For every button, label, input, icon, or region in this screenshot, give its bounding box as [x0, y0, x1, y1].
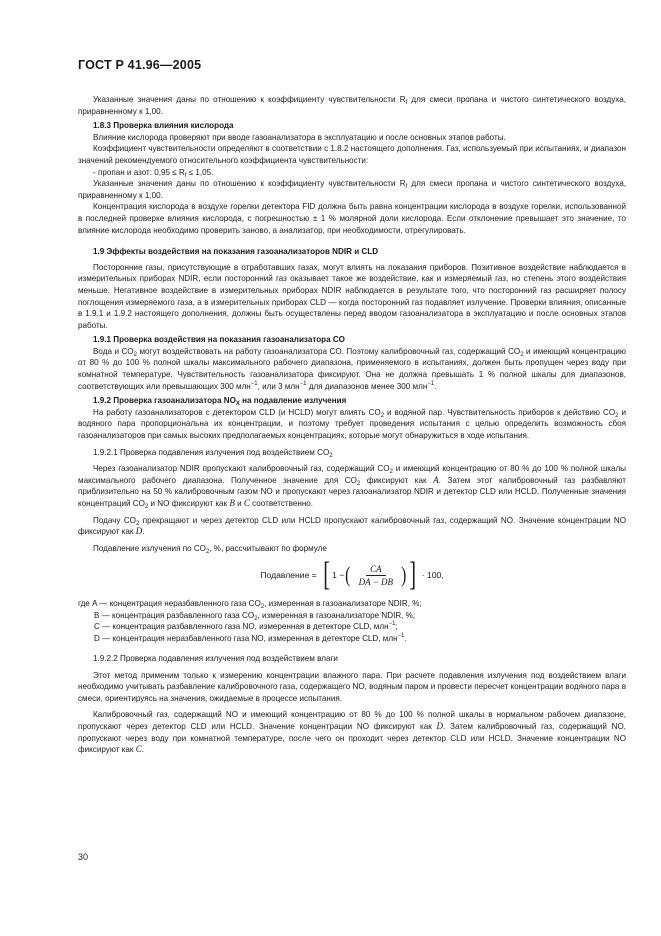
paragraph: На работу газоанализаторов с детектором CLD (и HCLD) могут влиять $CO_2$ и водяной пар. Чувствительность приборов к действию $CO_2$ и водяного пара пропорциональна их концентрации, и поэтому требует проведения испытания с целью определить возможность сбоя газоанализаторов при самых высоких предполагаемых концентрациях, которые могут обнаружиться в ходе испытания.	[78, 407, 626, 441]
open-paren: (	[345, 562, 351, 588]
where-item-c: C — концентрация разбавленного газа NO, измеренная в детекторе CLD, млн$^{-1}$;	[94, 621, 398, 632]
section-heading-1-9: 1.9 Эффекты воздействия на показания газоанализаторов NDIR и CLD	[93, 247, 379, 257]
section-heading-1-9-2-1: 1.9.2.1 Проверка подавления излучения под воздействием $CO_2$	[93, 447, 333, 459]
formula-denominator: DA − DB	[358, 576, 394, 587]
where-item-a: где A — концентрация неразбавленного газа $CO_2$, измеренная в газоанализаторе NDIR, %;	[78, 599, 422, 611]
page-number: 30	[78, 852, 89, 862]
page-header: ГОСТ Р 41.96—2005	[78, 58, 202, 72]
close-paren: )	[401, 562, 407, 588]
section-heading-1-8-3: 1.8.3 Проверка влияния кислорода	[93, 121, 234, 131]
suppression-formula	[78, 556, 626, 594]
paragraph: Этот метод применим только к измерению концентрации влажного пара. При расчете подавления излучения под воздействием влаги необходимо учитывать разбавление калибровочного газа, содержащего NO, водяным паром и провести пересчет концентрации водяного пара в смеси, ориентируясь на значения, ожидаемые в процессе испытания.	[78, 670, 626, 703]
paragraph: Подачу $CO_2$ прекращают и через детектор CLD или HCLD пропускают калибровочный газ, содержащий NO. Значение концентрации NO фиксируют как D.	[78, 515, 627, 537]
section-heading-1-9-2-2: 1.9.2.2 Проверка подавления излучения под воздействием влаги	[93, 654, 338, 663]
paragraph: Коэффициент чувствительности определяют в соответствии с 1.8.2 настоящего дополнения. Газ, используемый при испытаниях, и диапазон значений рекомендуемого относительного коэффициента чувствительности:	[78, 144, 626, 165]
open-bracket: [	[323, 556, 330, 594]
close-bracket: ]	[409, 556, 417, 594]
paragraph: Вода и $CO_2$ могут воздействовать на работу газоанализатора CO. Поэтому калибровочный газ, содержащий $CO_2$ и имеющий концентрацию от 80 % до 100 % полной шкалы максимального рабочего диапазона, применяемого в испытаниях, должен быть пропущен через воду при комнатной температуре. Чувствительность газоанализатора фиксируют. Она не должна превышать 1 % полной шкалы для диапазонов, соответствующих или превышающих 300 млн$^{-1}$, или 3 млн$^{-1}$ для диапазонов менее 300 млн$^{-1}$.	[78, 346, 626, 391]
formula-numerator: CA	[366, 564, 386, 576]
section-heading-1-9-1: 1.9.1 Проверка воздействия на показания газоанализатора CO	[93, 335, 345, 345]
range-line: - пропан и азот: $0,95 \le R_f \le 1,05$.	[93, 167, 214, 179]
paragraph: Концентрация кислорода в воздухе горелки детектора FID должна быть равна концентрации кислорода в воздухе горелки, использованной в последней проверке влияния кислорода, с погрешностью ± 1 % молярной доли кислорода. Если отклонение превышает это значение, то влияние кислорода необходимо проверить заново, а анализатор, при необходимости, отрегулировать.	[78, 202, 626, 235]
formula-lhs: Подавление =	[260, 570, 317, 581]
paragraph: Указанные значения даны по отношению к коэффициенту чувствительности $R_f$ для смеси пропана и чистого синтетического воздуха, приравненному к 1,00.	[78, 179, 626, 200]
formula-times: · 100,	[421, 570, 444, 581]
paragraph: Через газоанализатор NDIR пропускают калибровочный газ, содержащий $CO_2$ и имеющий концентрацию от 80 % до 100 % полной шкалы максимального рабочего диапазона. Полученное значение для $CO_2$ фиксируют как A. Затем этот калибровочный газ разбавляют приблизительно на 50 % калибровочным газом NO и пропускают через газоанализатор NDIR и детектор CLD или HCLD. Полученные значения концентраций $CO_2$ и NO фиксируют как B и C соответственно.	[78, 464, 626, 510]
formula-one-minus: 1 −	[332, 570, 345, 581]
paragraph: Подавление излучения по $CO_2$, %, рассчитывают по формуле	[93, 543, 327, 555]
formula-fraction	[355, 564, 397, 587]
paragraph: Калибровочный газ, содержащий NO и имеющий концентрацию от 80 % до 100 % полной шкалы в нормальном рабочем диапазоне, пропускают через детектор CLD или HCLD. Значение концентрации NO фиксируют как D. Затем калибровочный газ, содержащий NO, пропускают через воду при комнатной температуре, после чего он проходит через детектор CLD или HCLD. Значение концентрации NO фиксируют как C.	[78, 710, 626, 755]
section-heading-1-9-2: 1.9.2 Проверка газоанализатора $NO_X$ на подавление излучения	[93, 396, 347, 408]
paragraph: Указанные значения даны по отношению к коэффициенту чувствительности $R_f$ для смеси пропана и чистого синтетического воздуха, приравненному к 1,00.	[78, 95, 626, 116]
where-item-d: D — концентрация неразбавленного газа NO, измеренная в детекторе CLD, млн$^{-1}$.	[94, 632, 407, 643]
where-item-b: B — концентрация разбавленного газа $CO_2$, измеренная в газоанализаторе NDIR, %;	[94, 610, 416, 622]
document-body	[78, 94, 626, 756]
paragraph: Посторонние газы, присутствующие в отработавших газах, могут влиять на показания приборов. Позитивное воздействие наблюдается в измерительных приборах NDIR, если посторонний газ оказывает такое же воздействие, как и измеряемый газ, но степень этого воздействия меньше. Негативное воздействие в измерительных приборах NDIR наблюдается в результате того, что посторонний газ расширяет полосу поглощения измеряемого газа, а в измерительных приборах CLD — когда посторонний газ подавляет излучение. Проверки влияния, описанные в 1.9.1 и 1.9.2 настоящего дополнения, должны быть осуществлены перед вводом газоанализатора в эксплуатацию и после основных этапов работы.	[78, 262, 626, 330]
paragraph: Влияние кислорода проверяют при вводе газоанализатора в эксплуатацию и после основных этапов работы.	[93, 132, 506, 142]
